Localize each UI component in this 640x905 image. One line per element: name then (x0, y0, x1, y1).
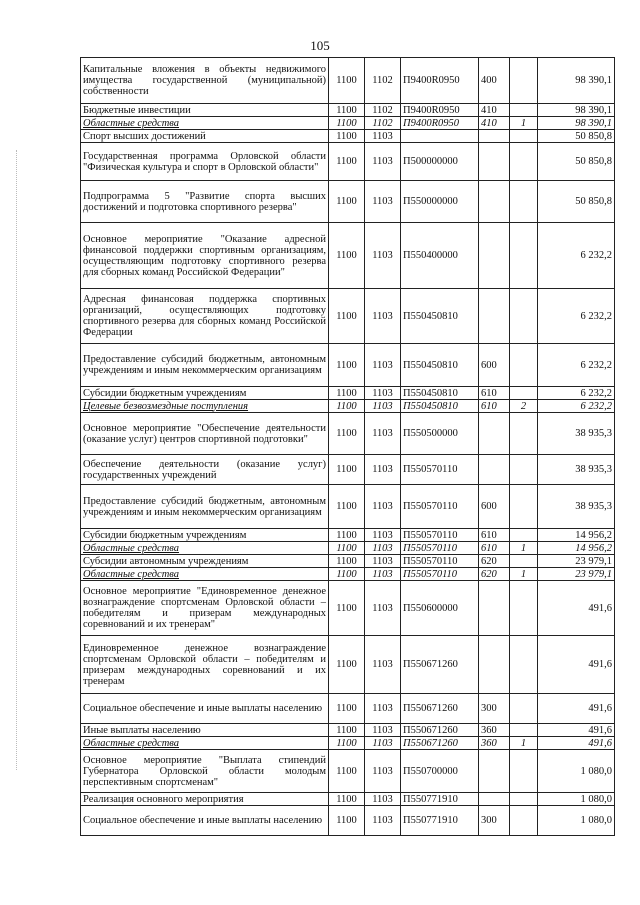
row-subsection: 1103 (365, 485, 401, 529)
row-target-article: П550400000 (401, 223, 479, 289)
row-subsection: 1103 (365, 413, 401, 455)
row-name: Основное мероприятие "Оказание адресной финансовой поддержки спортивным организациям, осуществляющим подготовку спортивного резерва для сборных команд Российской Федерации" (81, 223, 329, 289)
row-target-article: П550771910 (401, 806, 479, 836)
table-row (81, 387, 615, 400)
row-name: Основное мероприятие "Выплата стипендий Губернатора Орловской области молодым перспективным спортсменам" (81, 750, 329, 793)
row-target-article: П550671260 (401, 636, 479, 694)
row-funding-source (510, 58, 538, 104)
row-name: Подпрограмма 5 "Развитие спорта высших достижений и подготовка спортивного резерва" (81, 181, 329, 223)
row-name: Целевые безвозмездные поступления (81, 400, 329, 413)
row-amount: 491,6 (538, 581, 615, 636)
row-funding-source (510, 344, 538, 387)
row-name: Реализация основного мероприятия (81, 793, 329, 806)
row-target-article: П9400R0950 (401, 58, 479, 104)
row-funding-source (510, 750, 538, 793)
row-subsection: 1103 (365, 344, 401, 387)
row-funding-source (510, 806, 538, 836)
row-subsection: 1103 (365, 542, 401, 555)
table-row (81, 806, 615, 836)
table-row (81, 750, 615, 793)
row-target-article: П550450810 (401, 289, 479, 344)
table-row (81, 737, 615, 750)
row-amount: 14 956,2 (538, 529, 615, 542)
row-section: 1100 (329, 223, 365, 289)
row-subsection: 1103 (365, 555, 401, 568)
row-subsection: 1103 (365, 400, 401, 413)
row-funding-source (510, 581, 538, 636)
row-expense-type (479, 636, 510, 694)
row-section: 1100 (329, 806, 365, 836)
table-row (81, 130, 615, 143)
row-expense-type: 610 (479, 387, 510, 400)
row-section: 1100 (329, 694, 365, 724)
table-row (81, 555, 615, 568)
row-funding-source (510, 413, 538, 455)
row-funding-source (510, 694, 538, 724)
row-amount: 1 080,0 (538, 793, 615, 806)
row-name: Иные выплаты населению (81, 724, 329, 737)
row-target-article: П550700000 (401, 750, 479, 793)
row-expense-type: 600 (479, 344, 510, 387)
table-row (81, 181, 615, 223)
row-subsection: 1103 (365, 568, 401, 581)
row-expense-type (479, 223, 510, 289)
row-expense-type (479, 289, 510, 344)
row-amount: 1 080,0 (538, 750, 615, 793)
row-amount: 50 850,8 (538, 143, 615, 181)
row-name: Основное мероприятие "Обеспечение деятельности (оказание услуг) центров спортивной подготовки" (81, 413, 329, 455)
row-amount: 14 956,2 (538, 542, 615, 555)
row-name: Субсидии бюджетным учреждениям (81, 529, 329, 542)
table-row (81, 344, 615, 387)
row-amount: 1 080,0 (538, 806, 615, 836)
table-row (81, 724, 615, 737)
row-name: Предоставление субсидий бюджетным, автономным учреждениям и иным некоммерческим организациям (81, 344, 329, 387)
page-number: 105 (310, 38, 330, 53)
table-row (81, 455, 615, 485)
row-amount: 98 390,1 (538, 58, 615, 104)
row-name: Обеспечение деятельности (оказание услуг) государственных учреждений (81, 455, 329, 485)
row-funding-source (510, 636, 538, 694)
row-expense-type (479, 413, 510, 455)
row-funding-source (510, 289, 538, 344)
row-expense-type (479, 581, 510, 636)
row-amount: 491,6 (538, 724, 615, 737)
row-amount: 6 232,2 (538, 223, 615, 289)
row-target-article: П550570110 (401, 555, 479, 568)
row-section: 1100 (329, 117, 365, 130)
row-expense-type: 620 (479, 555, 510, 568)
row-funding-source: 2 (510, 400, 538, 413)
row-amount: 6 232,2 (538, 400, 615, 413)
row-funding-source: 1 (510, 117, 538, 130)
row-expense-type: 360 (479, 724, 510, 737)
row-section: 1100 (329, 724, 365, 737)
row-target-article: П550450810 (401, 344, 479, 387)
row-expense-type (479, 793, 510, 806)
budget-table (80, 57, 615, 836)
row-section: 1100 (329, 737, 365, 750)
row-expense-type: 610 (479, 529, 510, 542)
row-funding-source (510, 130, 538, 143)
table-row (81, 694, 615, 724)
row-target-article: П550771910 (401, 793, 479, 806)
row-amount: 491,6 (538, 737, 615, 750)
row-subsection: 1103 (365, 724, 401, 737)
row-target-article: П550570110 (401, 542, 479, 555)
row-section: 1100 (329, 581, 365, 636)
row-subsection: 1103 (365, 387, 401, 400)
row-expense-type: 410 (479, 104, 510, 117)
row-section: 1100 (329, 400, 365, 413)
row-target-article: П9400R0950 (401, 117, 479, 130)
row-name: Основное мероприятие "Единовременное денежное вознаграждение спортсменам Орловской области – победителям и призерам международных соревнований и их тренерам" (81, 581, 329, 636)
row-funding-source (510, 387, 538, 400)
row-target-article: П550671260 (401, 724, 479, 737)
row-section: 1100 (329, 387, 365, 400)
row-expense-type: 600 (479, 485, 510, 529)
row-funding-source (510, 143, 538, 181)
row-name: Субсидии автономным учреждениям (81, 555, 329, 568)
row-subsection: 1103 (365, 581, 401, 636)
row-name: Спорт высших достижений (81, 130, 329, 143)
row-subsection: 1103 (365, 130, 401, 143)
row-funding-source (510, 455, 538, 485)
row-expense-type (479, 130, 510, 143)
table-row (81, 793, 615, 806)
table-row (81, 117, 615, 130)
row-subsection: 1103 (365, 737, 401, 750)
row-target-article: П500000000 (401, 143, 479, 181)
row-section: 1100 (329, 555, 365, 568)
row-section: 1100 (329, 143, 365, 181)
row-name: Адресная финансовая поддержка спортивных организаций, осуществляющих подготовку спортивного резерва для сборных команд Российской Федерации (81, 289, 329, 344)
row-amount: 6 232,2 (538, 344, 615, 387)
row-expense-type (479, 143, 510, 181)
table-row (81, 58, 615, 104)
row-amount: 23 979,1 (538, 568, 615, 581)
row-funding-source (510, 793, 538, 806)
row-subsection: 1102 (365, 104, 401, 117)
row-expense-type (479, 750, 510, 793)
row-amount: 491,6 (538, 694, 615, 724)
row-amount: 50 850,8 (538, 130, 615, 143)
row-section: 1100 (329, 344, 365, 387)
row-target-article: П550671260 (401, 694, 479, 724)
row-funding-source (510, 104, 538, 117)
row-name: Единовременное денежное вознаграждение спортсменам Орловской области – победителям и призерам международных соревнований и их тренерам (81, 636, 329, 694)
row-target-article: П550600000 (401, 581, 479, 636)
table-row (81, 289, 615, 344)
table-row (81, 542, 615, 555)
row-name: Государственная программа Орловской области "Физическая культура и спорт в Орловской области" (81, 143, 329, 181)
row-expense-type (479, 455, 510, 485)
row-subsection: 1103 (365, 793, 401, 806)
row-funding-source: 1 (510, 568, 538, 581)
row-target-article: П550570110 (401, 529, 479, 542)
row-amount: 50 850,8 (538, 181, 615, 223)
row-subsection: 1102 (365, 117, 401, 130)
row-amount: 98 390,1 (538, 104, 615, 117)
table-row (81, 568, 615, 581)
row-section: 1100 (329, 413, 365, 455)
row-name: Областные средства (81, 568, 329, 581)
row-subsection: 1103 (365, 750, 401, 793)
row-section: 1100 (329, 542, 365, 555)
row-amount: 23 979,1 (538, 555, 615, 568)
table-row (81, 104, 615, 117)
row-expense-type: 360 (479, 737, 510, 750)
row-amount: 38 935,3 (538, 413, 615, 455)
row-section: 1100 (329, 130, 365, 143)
row-subsection: 1103 (365, 694, 401, 724)
row-name: Областные средства (81, 737, 329, 750)
row-subsection: 1103 (365, 806, 401, 836)
row-funding-source (510, 181, 538, 223)
row-target-article: П550500000 (401, 413, 479, 455)
row-section: 1100 (329, 485, 365, 529)
row-expense-type (479, 181, 510, 223)
row-target-article: П9400R0950 (401, 104, 479, 117)
row-subsection: 1103 (365, 529, 401, 542)
row-amount: 38 935,3 (538, 455, 615, 485)
row-section: 1100 (329, 181, 365, 223)
row-funding-source: 1 (510, 542, 538, 555)
row-funding-source: 1 (510, 737, 538, 750)
row-name: Капитальные вложения в объекты недвижимого имущества государственной (муниципальной) собственности (81, 58, 329, 104)
row-section: 1100 (329, 455, 365, 485)
row-subsection: 1103 (365, 181, 401, 223)
table-row (81, 413, 615, 455)
row-expense-type: 610 (479, 542, 510, 555)
row-target-article: П550570110 (401, 455, 479, 485)
row-amount: 98 390,1 (538, 117, 615, 130)
row-subsection: 1103 (365, 223, 401, 289)
row-target-article: П550671260 (401, 737, 479, 750)
row-funding-source (510, 529, 538, 542)
row-amount: 491,6 (538, 636, 615, 694)
table-row (81, 485, 615, 529)
row-name: Бюджетные инвестиции (81, 104, 329, 117)
binding-edge (16, 150, 18, 770)
budget-table-body (81, 58, 615, 836)
row-target-article (401, 130, 479, 143)
row-name: Социальное обеспечение и иные выплаты населению (81, 694, 329, 724)
row-expense-type: 300 (479, 806, 510, 836)
row-funding-source (510, 485, 538, 529)
row-expense-type: 610 (479, 400, 510, 413)
row-name: Предоставление субсидий бюджетным, автономным учреждениям и иным некоммерческим организациям (81, 485, 329, 529)
row-section: 1100 (329, 568, 365, 581)
row-expense-type: 620 (479, 568, 510, 581)
row-subsection: 1103 (365, 636, 401, 694)
row-subsection: 1102 (365, 58, 401, 104)
row-subsection: 1103 (365, 289, 401, 344)
row-name: Субсидии бюджетным учреждениям (81, 387, 329, 400)
row-expense-type: 410 (479, 117, 510, 130)
row-target-article: П550570110 (401, 485, 479, 529)
row-section: 1100 (329, 289, 365, 344)
row-section: 1100 (329, 529, 365, 542)
row-funding-source (510, 555, 538, 568)
row-target-article: П550450810 (401, 387, 479, 400)
row-target-article: П550000000 (401, 181, 479, 223)
row-funding-source (510, 724, 538, 737)
row-expense-type: 300 (479, 694, 510, 724)
row-amount: 6 232,2 (538, 387, 615, 400)
row-subsection: 1103 (365, 143, 401, 181)
row-section: 1100 (329, 58, 365, 104)
table-row (81, 636, 615, 694)
row-section: 1100 (329, 750, 365, 793)
row-amount: 6 232,2 (538, 289, 615, 344)
row-section: 1100 (329, 793, 365, 806)
row-name: Областные средства (81, 542, 329, 555)
table-row (81, 400, 615, 413)
table-row (81, 581, 615, 636)
row-expense-type: 400 (479, 58, 510, 104)
row-target-article: П550570110 (401, 568, 479, 581)
row-name: Социальное обеспечение и иные выплаты населению (81, 806, 329, 836)
row-funding-source (510, 223, 538, 289)
row-section: 1100 (329, 636, 365, 694)
table-row (81, 529, 615, 542)
table-row (81, 143, 615, 181)
row-subsection: 1103 (365, 455, 401, 485)
row-amount: 38 935,3 (538, 485, 615, 529)
row-name: Областные средства (81, 117, 329, 130)
row-target-article: П550450810 (401, 400, 479, 413)
table-row (81, 223, 615, 289)
row-section: 1100 (329, 104, 365, 117)
